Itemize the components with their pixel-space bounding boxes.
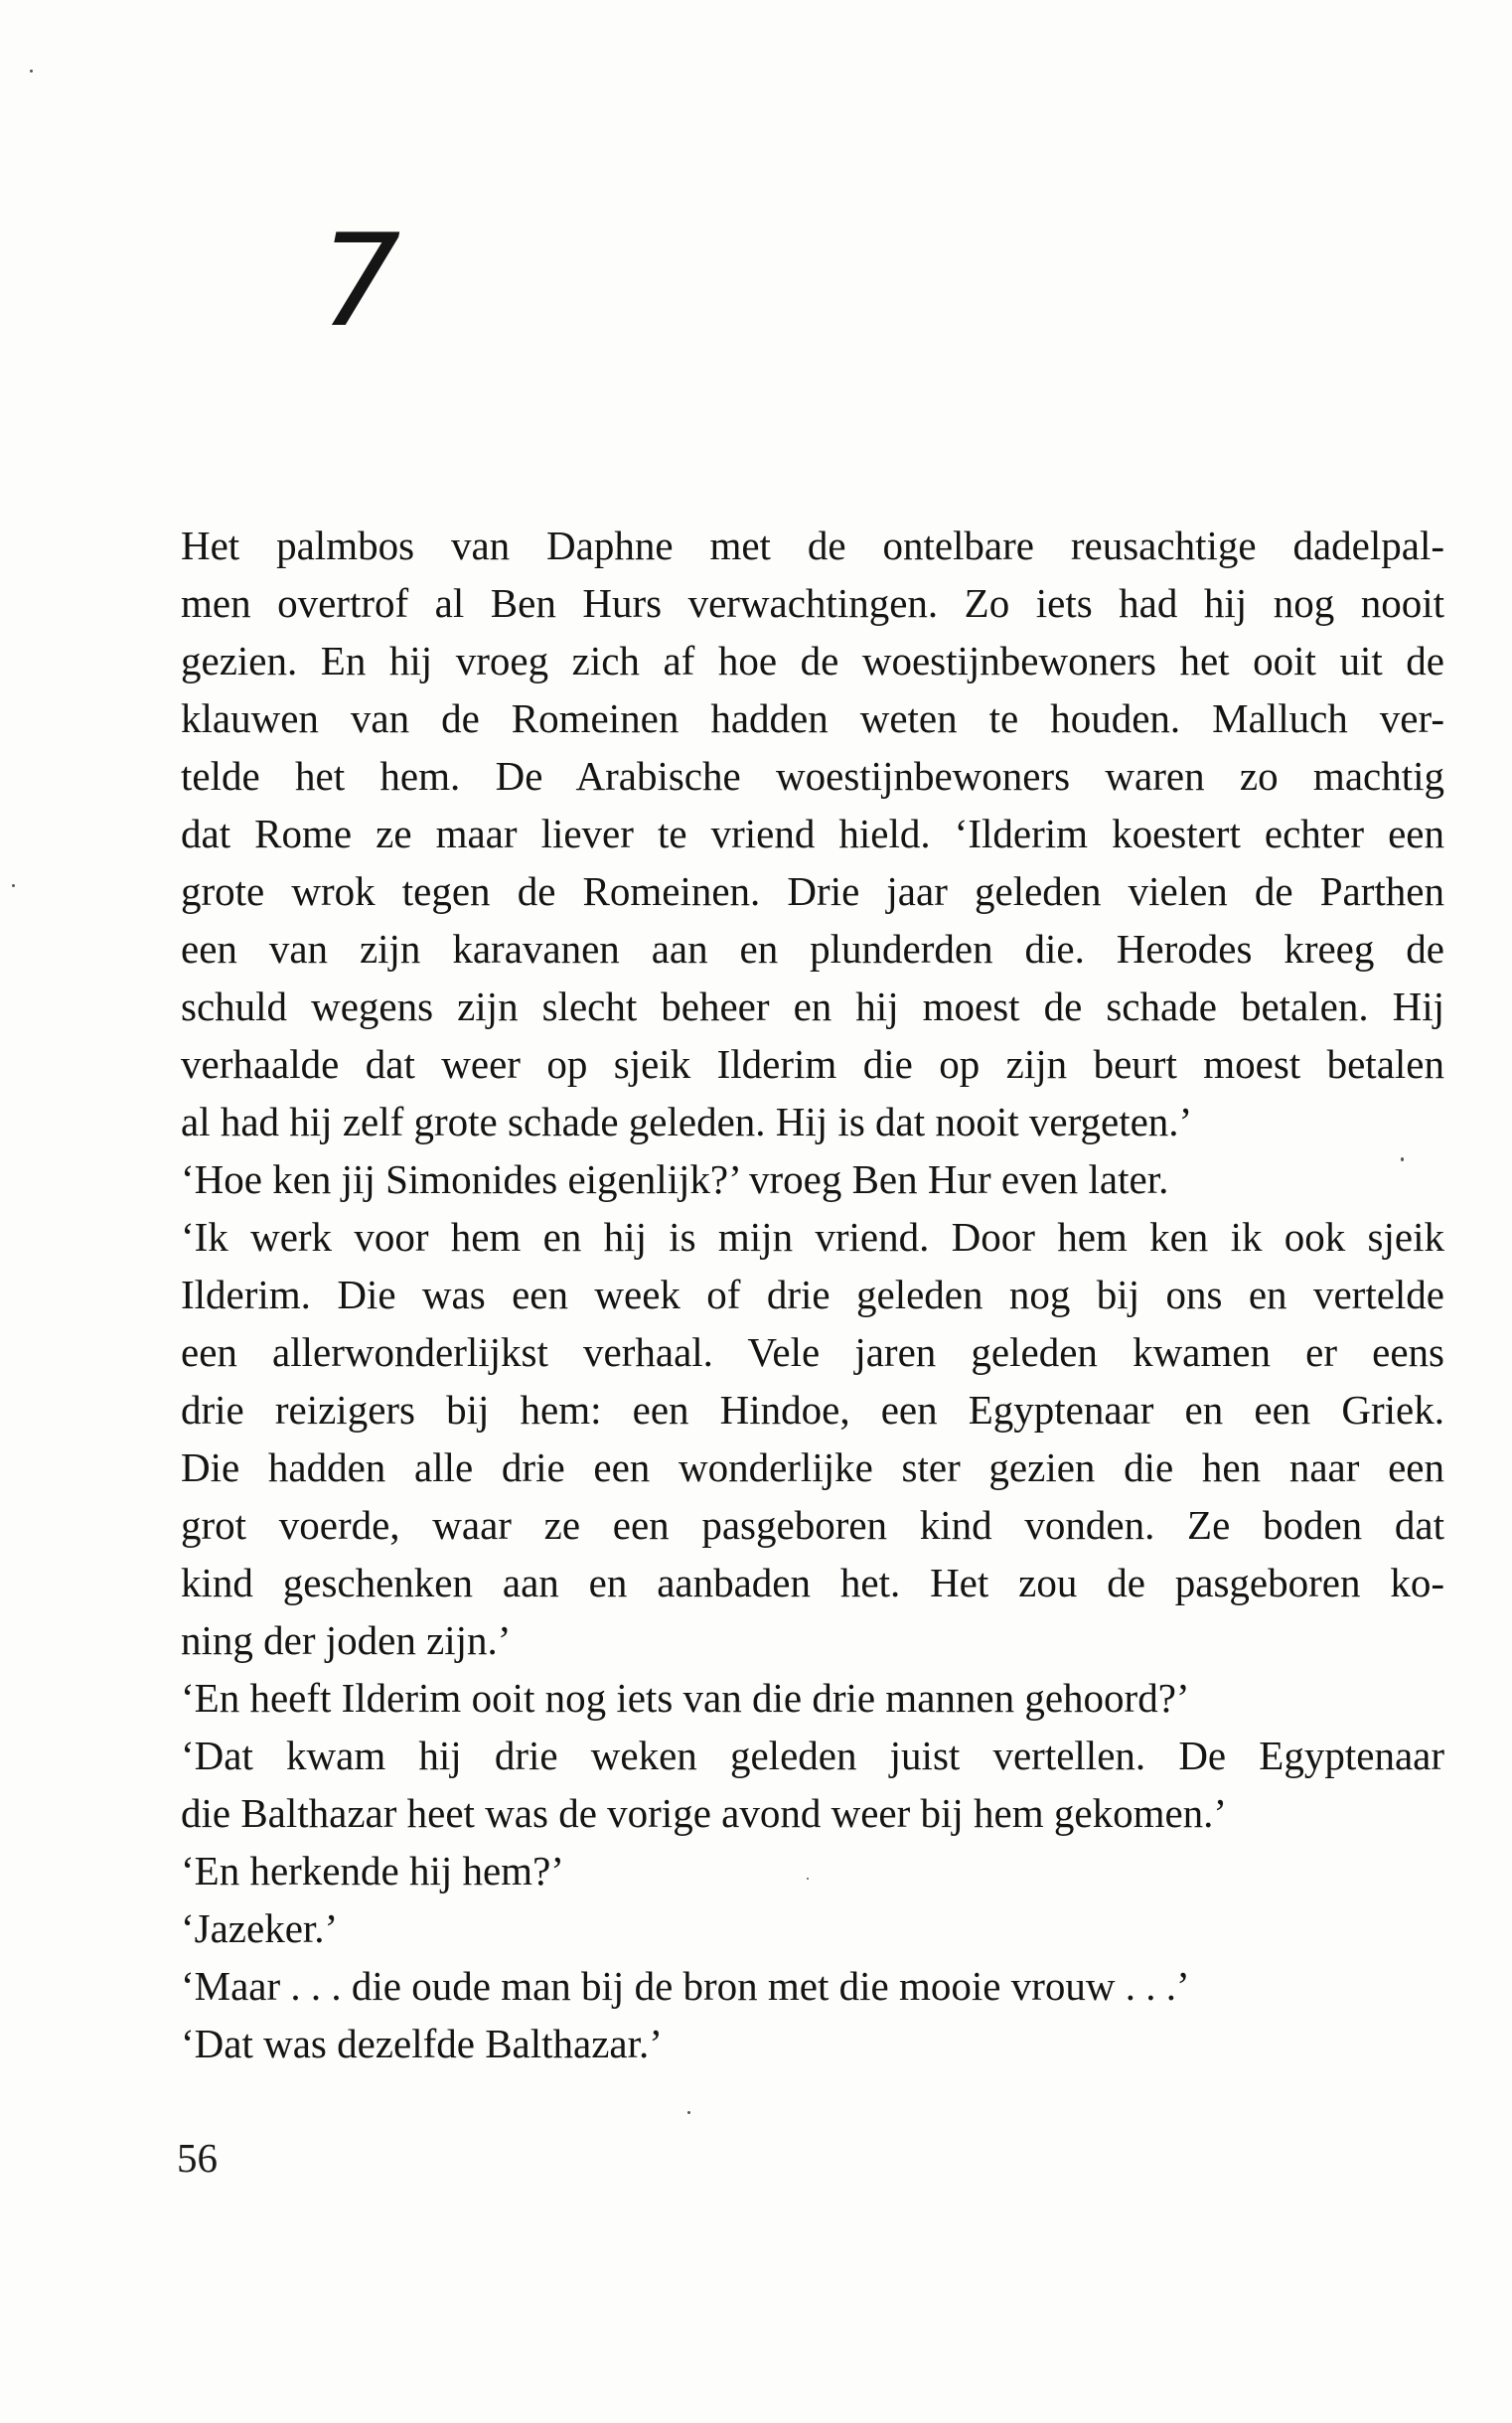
text-line: grot voerde, waar ze een pasgeboren kind vonden. Ze boden dat	[181, 1502, 1444, 1548]
text-line: kind geschenken aan en aanbaden het. Het zou de pasgeboren ko-	[181, 1560, 1444, 1605]
text-line: dat Rome ze maar liever te vriend hield. ‘Ilderim koestert echter een	[181, 811, 1444, 856]
text-line: gezien. En hij vroeg zich af hoe de woestijnbewoners het ooit uit de	[181, 638, 1444, 683]
scan-speck	[1401, 1157, 1404, 1161]
text-line: ‘Hoe ken jij Simonides eigenlijk?’ vroeg Ben Hur even later.	[181, 1156, 1169, 1202]
text-line: ‘Maar . . . die oude man bij de bron met die mooie vrouw . . .’	[181, 1963, 1190, 2009]
page-number: 56	[177, 2135, 218, 2181]
text-line: Ilderim. Die was een week of drie geleden nog bij ons en vertelde	[181, 1272, 1444, 1317]
text-line: men overtrof al Ben Hurs verwachtingen. Zo iets had hij nog nooit	[181, 580, 1444, 626]
text-line: die Balthazar heet was de vorige avond weer bij hem gekomen.’	[181, 1790, 1228, 1836]
text-line: verhaalde dat weer op sjeik Ilderim die op zijn beurt moest betalen	[181, 1041, 1444, 1087]
text-line: ‘Dat kwam hij drie weken geleden juist vertellen. De Egyptenaar	[181, 1733, 1444, 1778]
text-line: ‘En heeft Ilderim ooit nog iets van die drie mannen gehoord?’	[181, 1675, 1190, 1721]
text-line: al had hij zelf grote schade geleden. Hij is dat nooit vergeten.’	[181, 1099, 1193, 1144]
text-line: een allerwonderlijkst verhaal. Vele jaren geleden kwamen er eens	[181, 1329, 1444, 1375]
text-line: grote wrok tegen de Romeinen. Drie jaar geleden vielen de Parthen	[181, 868, 1444, 914]
text-line: ning der joden zijn.’	[181, 1617, 512, 1663]
text-line: klauwen van de Romeinen hadden weten te houden. Malluch ver-	[181, 695, 1444, 741]
scan-speck	[687, 2111, 690, 2114]
text-line: een van zijn karavanen aan en plunderden die. Herodes kreeg de	[181, 926, 1444, 972]
text-line: Die hadden alle drie een wonderlijke ster gezien die hen naar een	[181, 1444, 1444, 1490]
scan-speck	[30, 70, 33, 73]
scan-speck	[807, 1878, 809, 1880]
text-line: schuld wegens zijn slecht beheer en hij moest de schade betalen. Hij	[181, 984, 1444, 1029]
body-text	[181, 517, 1444, 2072]
text-line: telde het hem. De Arabische woestijnbewoners waren zo machtig	[181, 753, 1444, 799]
chapter-number: 7	[320, 208, 401, 356]
text-line: ‘Ik werk voor hem en hij is mijn vriend. Door hem ken ik ook sjeik	[181, 1214, 1444, 1260]
text-line: Het palmbos van Daphne met de ontelbare reusachtige dadelpal-	[181, 523, 1444, 568]
text-line: ‘Jazeker.’	[181, 1905, 339, 1951]
scan-speck	[12, 884, 15, 887]
text-line: ‘Dat was dezelfde Balthazar.’	[181, 2021, 663, 2066]
text-line: ‘En herkende hij hem?’	[181, 1848, 564, 1893]
text-line: drie reizigers bij hem: een Hindoe, een Egyptenaar en een Griek.	[181, 1387, 1444, 1433]
